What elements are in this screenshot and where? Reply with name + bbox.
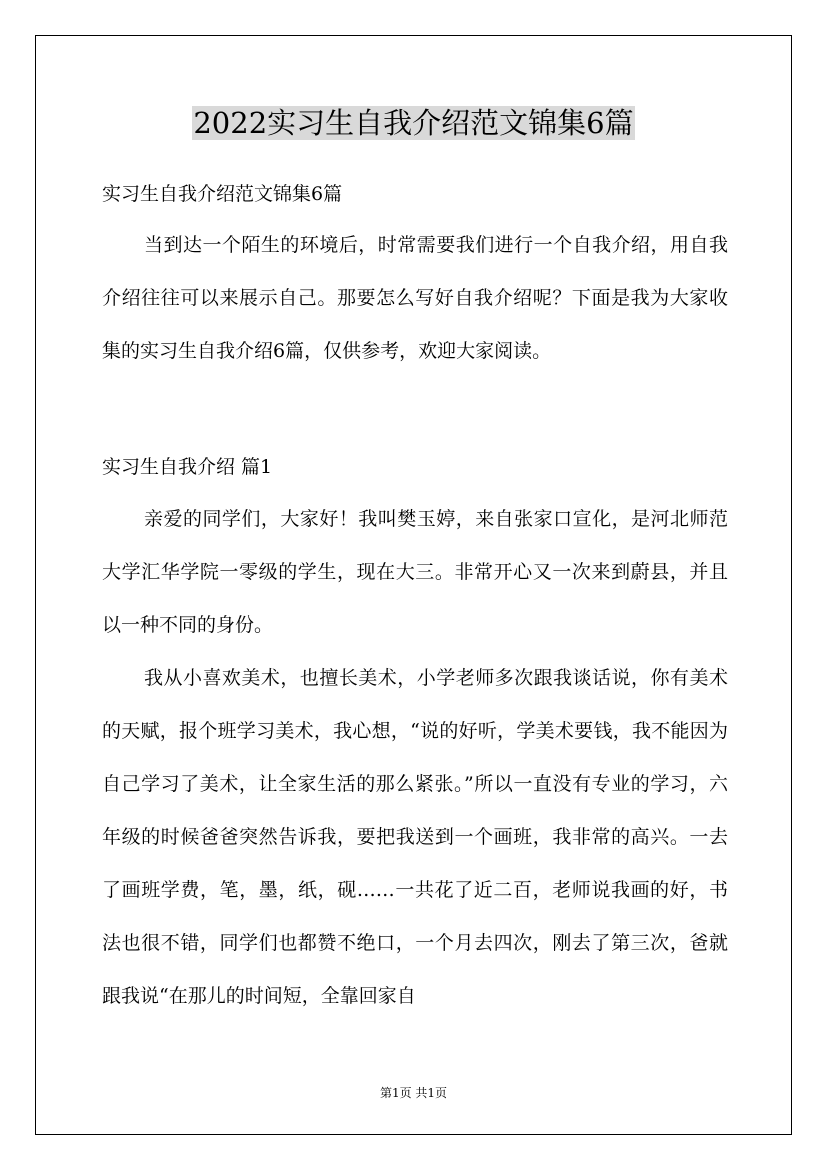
body-paragraph-1: 亲爱的同学们，大家好！我叫樊玉婷，来自张家口宣化，是河北师范大学汇华学院一零级的学生，现在大三。非常开心又一次来到蔚县，并且以一种不同的身份。 <box>102 508 728 636</box>
document-title <box>0 104 827 142</box>
section-heading: 实习生自我介绍 篇1 <box>102 456 273 478</box>
title-text: 2022实习生自我介绍范文锦集6篇 <box>193 106 634 140</box>
page-number-footer: 第1页 共1页 <box>379 1086 448 1100</box>
section-body <box>102 493 728 1023</box>
intro-paragraph: 当到达一个陌生的环境后，时常需要我们进行一个自我介绍，用自我介绍往往可以来展示自己。那要怎么写好自我介绍呢？下面是我为大家收集的实习生自我介绍6篇，仅供参考，欢迎大家阅读。 <box>102 234 728 362</box>
intro-block <box>102 219 728 378</box>
document-subtitle: 实习生自我介绍范文锦集6篇 <box>102 183 343 205</box>
body-paragraph-2: 我从小喜欢美术，也擅长美术，小学老师多次跟我谈话说，你有美术的天赋，报个班学习美术，我心想，“说的好听，学美术要钱，我不能因为自己学习了美术，让全家生活的那么紧张。”所以一直没有专业的学习，六年级的时候爸爸突然告诉我，要把我送到一个画班，我非常的高兴。一去了画班学费，笔，墨，纸，砚……一共花了近二百，老师说我画的好，书法也很不错，同学们也都赞不绝口，一个月去四次，刚去了第三次，爸就跟我说“在那儿的时间短，全靠回家自 <box>102 667 728 1007</box>
